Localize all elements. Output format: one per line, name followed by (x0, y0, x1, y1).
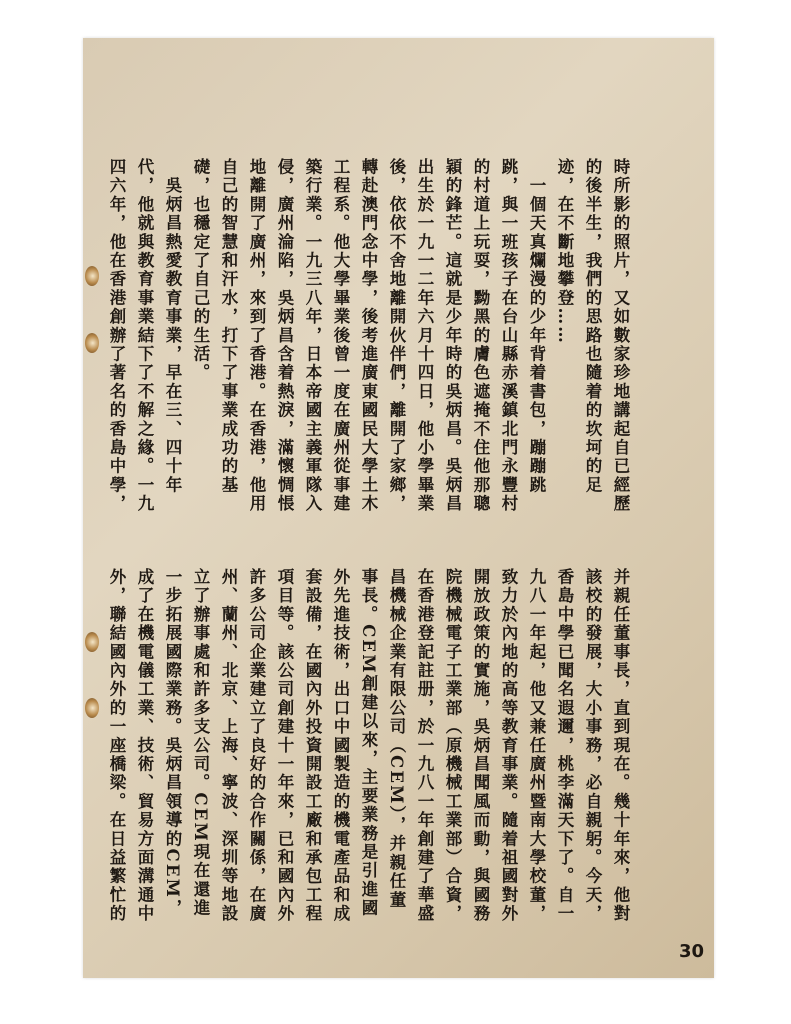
binding-hole (85, 698, 99, 718)
page-number: 30 (679, 941, 705, 962)
book-page (83, 38, 714, 978)
binding-hole (85, 632, 99, 652)
body-text-top: 時所影的照片，又如數家珍地講起自已經歷 的後半生，我們的思路也隨着的坎坷的足 迹，在不斷地攀登…… 一個天真爛漫的少年背着書包，蹦蹦跳 跳，與一班孩子在台山縣赤溪鎮北門永豐村 的村道上玩耍，黝黑的膚色遮掩不住他那聰 穎的鋒芒。這就是少年時的吳炳昌。吳炳昌 出生於一九一二年六月十四日，他小學畢業 後，依依不舍地離開伙伴們，離開了家鄉， 轉赴澳門念中學，後考進廣東國民大學土木 工程系。他大學畢業後曾一度在廣州從事建 築行業。一九三八年，日本帝國主義軍隊入 侵，廣州淪陷，吳炳昌含着熱淚，滿懷惆悵 地離開了廣州，來到了香港。在香港，他用 自己的智慧和汗水，打下了事業成功的基 礎，也穩定了自己的生活。 吳炳昌熱愛教育事業，早在三、四十年 代，他就與教育事業結下了不解之緣。一九 四六年，他在香港創辦了著名的香島中學， (107, 158, 630, 514)
body-text-bottom: 并親任董事長，直到現在。幾十年來，他對 該校的發展，大小事務，必自親躬。今天， 香島中學已聞名遐邇，桃李滿天下了。自一 九八一年起，他又兼任廣州暨南大學校董， 致力於內地的高等教育事業。隨着祖國對外 開放政策的實施，吳炳昌聞風而動，與國務 院機械電子工業部（原機械工業部）合資， 在香港登記註册，於一九八一年創建了華盛 昌機械企業有限公司（CEM），并親任董 事長。CEM創建以來，主要業務是引進國 外先進技術，出口中國製造的機電產品和成 套設備，在國內外投資開設工廠和承包工程 項目等。該公司創建十一年來，已和國內外 許多公司企業建立了良好的合作關係，在廣 州、蘭州、北京、上海、寧波、深圳等地設 立了辦事處和許多支公司。CEM現在還進 一步拓展國際業務。吳炳昌領導的CEM， 成了在機電儀工業、技術、貿易方面溝通中 外，聯結國內外的一座橋梁。在日益繁忙的 (107, 568, 630, 924)
binding-hole (85, 266, 99, 286)
binding-hole (85, 333, 99, 353)
